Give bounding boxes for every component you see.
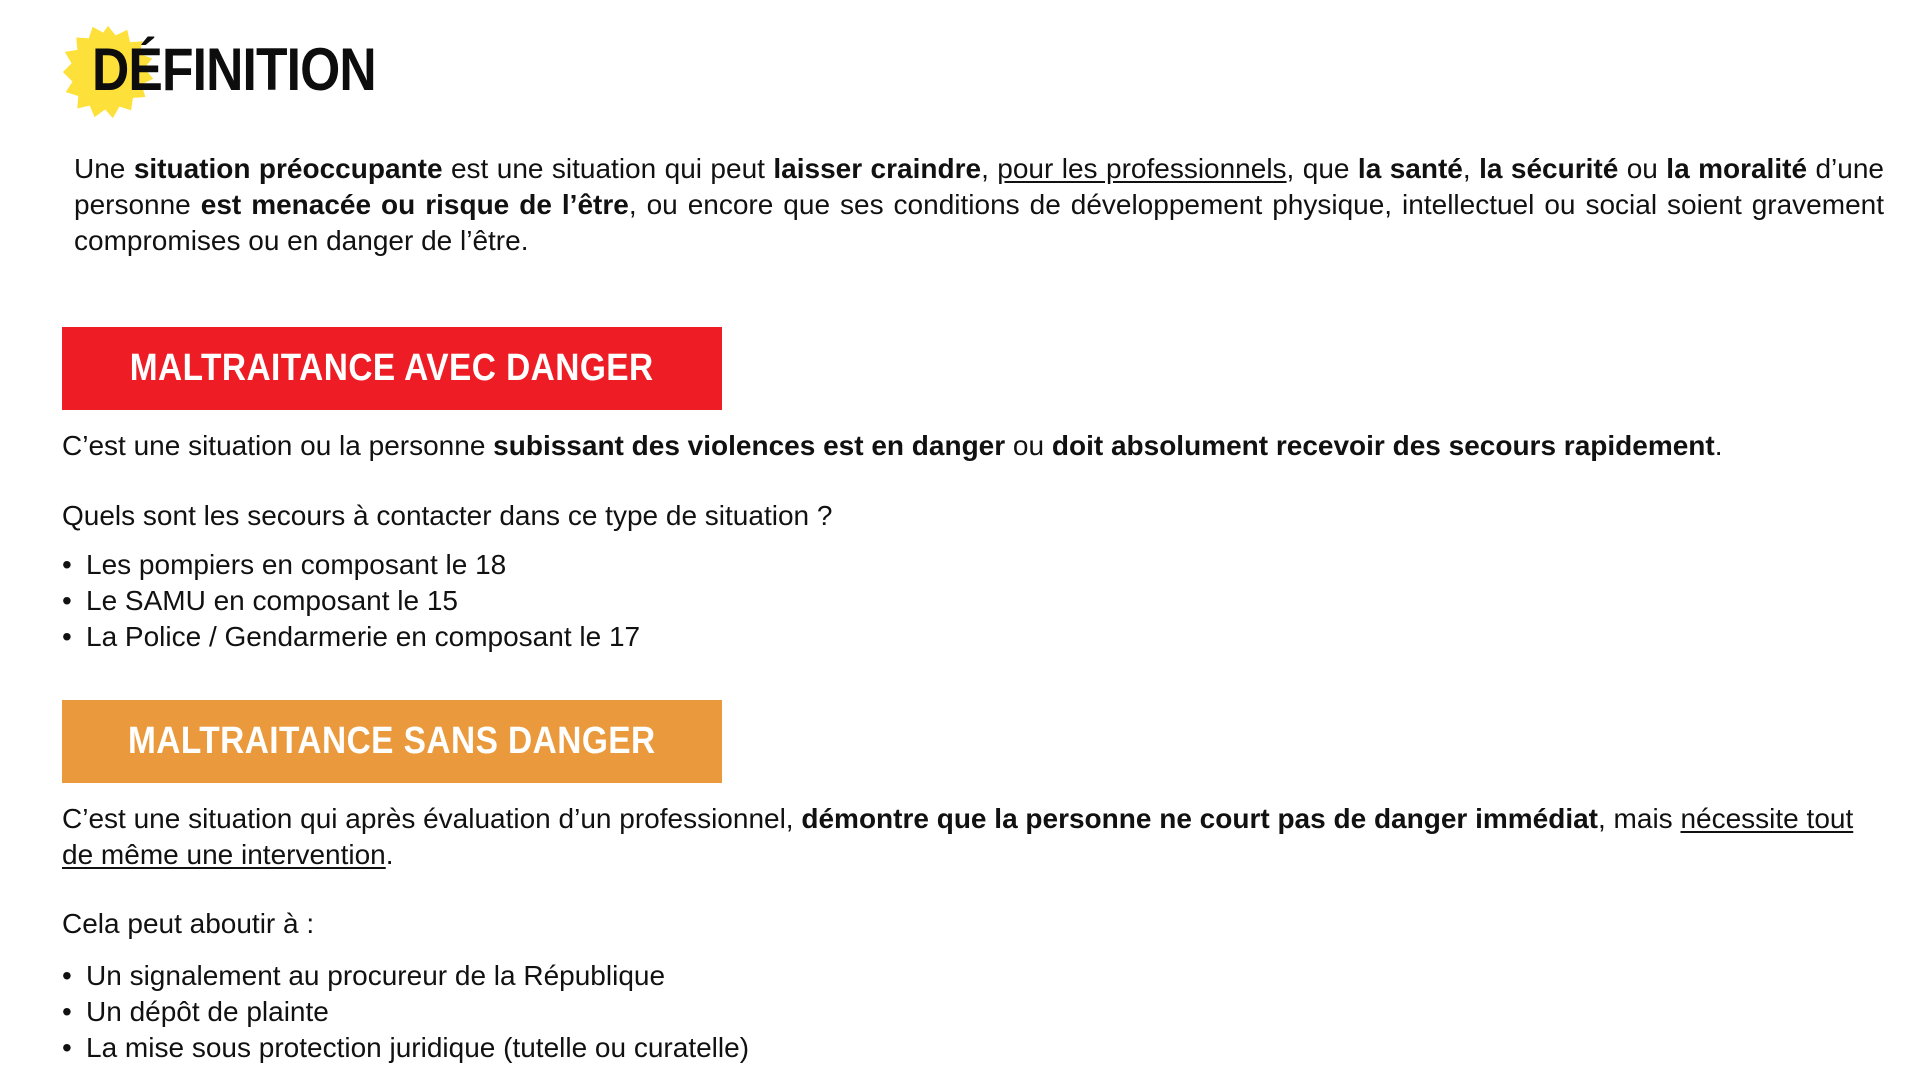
text-run: .	[385, 839, 394, 870]
text-run: C’est une situation qui après évaluation d’un professionnel,	[62, 803, 802, 834]
bold-run: situation préoccupante	[133, 153, 443, 184]
outcomes-list	[62, 958, 749, 1066]
definition-paragraph	[74, 151, 1884, 259]
text-run: ,	[981, 153, 998, 184]
bullet: •	[62, 621, 72, 652]
list-item-text: Un dépôt de plainte	[86, 996, 329, 1027]
text-run: d’une personne	[74, 153, 1884, 220]
list-item-text: La Police / Gendarmerie en composant le 17	[86, 621, 641, 652]
emergency-contacts-list	[62, 547, 640, 655]
text-run: C’est une situation ou la personne	[62, 430, 494, 461]
list-item	[62, 583, 640, 619]
list-item	[62, 547, 640, 583]
list-item	[62, 1030, 749, 1066]
bullet: •	[62, 996, 72, 1027]
bullet: •	[62, 1032, 72, 1063]
list-item	[62, 958, 749, 994]
no-danger-question: Cela peut aboutir à :	[62, 908, 315, 939]
bold-run: la santé	[1357, 153, 1463, 184]
underlined-run: pour les professionnels	[997, 153, 1287, 184]
list-item-text: Le SAMU en composant le 15	[86, 585, 458, 616]
text-run: est une situation qui peut	[442, 153, 774, 184]
bold-run: la moralité	[1666, 153, 1808, 184]
list-item	[62, 619, 640, 655]
page-title: DÉFINITION	[92, 36, 376, 103]
bold-run: subissant des violences est en danger	[493, 430, 1006, 461]
bold-run: doit absolument recevoir des secours rapidement	[1051, 430, 1715, 461]
list-item-text: Les pompiers en composant le 18	[86, 549, 507, 580]
bold-run: laisser craindre	[773, 153, 982, 184]
no-danger-section-banner	[62, 700, 722, 783]
no-danger-section-heading: MALTRAITANCE SANS DANGER	[128, 720, 656, 762]
danger-question: Quels sont les secours à contacter dans ce type de situation ?	[62, 500, 833, 531]
bold-run: la sécurité	[1479, 153, 1619, 184]
text-run: , que	[1286, 153, 1358, 184]
text-run: , ou encore que ses conditions de développement physique, intellectuel ou social soient gravement compromises ou en danger de l’être.	[74, 189, 1885, 256]
text-run: , mais	[1598, 803, 1681, 834]
no-danger-description	[62, 801, 1892, 873]
list-item-text: Un signalement au procureur de la République	[86, 960, 666, 991]
list-item-text: La mise sous protection juridique (tutelle ou curatelle)	[86, 1032, 750, 1063]
text-run: ou	[1618, 153, 1667, 184]
text-run: .	[1714, 430, 1723, 461]
text-run: ou	[1005, 430, 1052, 461]
text-run: Une	[74, 153, 134, 184]
bullet: •	[62, 585, 72, 616]
danger-description	[62, 428, 1862, 464]
bullet: •	[62, 960, 72, 991]
danger-section-banner	[62, 327, 722, 410]
danger-section-heading: MALTRAITANCE AVEC DANGER	[130, 347, 654, 389]
list-item	[62, 994, 749, 1030]
bold-run: est menacée ou risque de l’être	[200, 189, 629, 220]
bold-run: démontre que la personne ne court pas de danger immédiat	[801, 803, 1598, 834]
bullet: •	[62, 549, 72, 580]
underlined-run: nécessite tout de même une intervention	[62, 803, 1854, 870]
text-run: ,	[1462, 153, 1480, 184]
